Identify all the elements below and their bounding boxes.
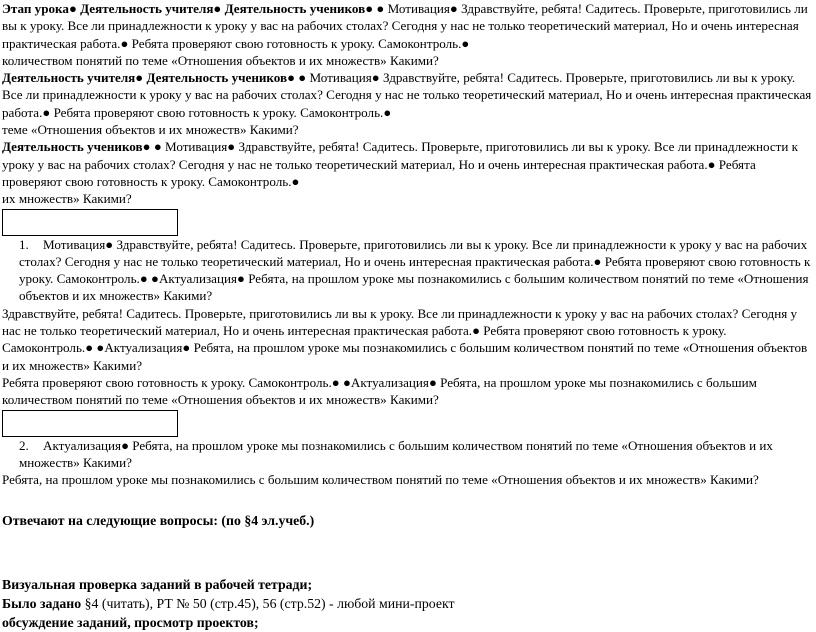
motivation-label: Мотивация	[43, 236, 106, 252]
motivation-label: Мотивация	[161, 139, 228, 155]
visual-check-line: Визуальная проверка заданий в рабочей тетради;	[2, 577, 313, 593]
previous-lesson-text: Ребята, на прошлом уроке мы познакомились с большим количеством понятий по теме «Отношения объектов и их множеств» Какими?	[19, 437, 773, 470]
student-activity-label: Деятельность учеников	[2, 139, 143, 155]
motivation-label: Мотивация	[384, 1, 450, 16]
teacher-activity-label: Деятельность учителя	[2, 70, 136, 86]
greeting-text: Здравствуйте, ребята! Садитесь. Проверьте, приготовились ли вы к уроку. Все ли принадлежности к уроку у вас на рабочих столах? Сегодня у нас не только теоретический материал, Но и очень интересная практическая работа.	[2, 305, 798, 339]
section-ref: §4	[84, 596, 99, 612]
actualization-label: Актуализация	[104, 340, 183, 356]
answer-questions-line: Отвечают на следующие вопросы: (по §4 эл.учеб.)	[2, 513, 315, 529]
student-activity-label: Деятельность учеников	[224, 1, 366, 16]
greeting-text: Здравствуйте, ребята! Садитесь. Проверьте, приготовились ли вы к уроку. Все ли принадлежности к уроку у вас на рабочих столах? Сегодня у нас не только теоретический материал, Но и очень интересная практическая работа.	[2, 70, 812, 120]
empty-box	[2, 209, 178, 236]
paragraph-readiness: Ребята проверяют свою готовность к уроку. Самоконтроль.● ●Актуализация● Ребята, на прошлом уроке мы познакомились с большим количеством понятий по теме «Отношения объектов и их множеств» Какими?	[2, 374, 757, 408]
list-item-1: 1. Мотивация● Здравствуйте, ребята! Садитесь. Проверьте, приготовились ли вы к уроку. Все ли принадлежности к уроку у вас на рабочих столах? Сегодня у нас не только теоретический материал, Но и очень интересная практическая работа.● Ребята проверяют свою готовность к уроку. Самоконтроль.● ●Актуализация● Ребята, на прошлом уроке мы познакомились с большим количеством понятий по теме «Отношения объектов и их множеств» Какими?	[19, 236, 811, 304]
paragraph-greeting: Здравствуйте, ребята! Садитесь. Проверьте, приготовились ли вы к уроку. Все ли принадлежности к уроку у вас на рабочих столах? Сегодня у нас не только теоретический материал, Но и очень интересная практическая работа.● Ребята проверяют свою готовность к уроку. Самоконтроль.● ●Актуализация● Ребята, на прошлом уроке мы познакомились с большим количеством понятий по теме «Отношения объектов и их множеств» Какими?	[2, 305, 808, 373]
paragraph-teacher: Деятельность учителя● Деятельность учеников● ● Мотивация● Здравствуйте, ребята! Садитесь. Проверьте, приготовились ли вы к уроку. Все ли принадлежности к уроку у вас на рабочих столах? Сегодня у нас не только теоретический материал, Но и очень интересная практическая работа.● Ребята проверяют свою готовность к уроку. Самоконтроль.● теме «Отношения объектов и их множеств» Какими?	[2, 70, 812, 138]
actualization-label: Актуализация	[350, 374, 429, 390]
list-number: 2.	[19, 437, 29, 453]
teacher-activity-label: Деятельность учителя	[80, 1, 214, 16]
actualization-label: Актуализация	[158, 271, 237, 287]
section-ref: §4	[244, 513, 259, 529]
student-activity-label: Деятельность учеников	[146, 70, 288, 86]
readiness-text: Ребята проверяют свою готовность к уроку. Самоконтроль.	[19, 253, 811, 287]
readiness-text: Ребята проверяют свою готовность к уроку.	[480, 323, 727, 339]
greeting-text: Здравствуйте, ребята! Садитесь. Проверьте, приготовились ли вы к уроку. Все ли принадлежности к уроку у вас на рабочих столах? Сегодня у нас не только теоретический материал, Но и очень интересная практическая работа.	[19, 236, 808, 269]
homework-label: Было задано	[2, 596, 85, 612]
concepts-question: теме «Отношения объектов и их множеств» Какими?	[2, 122, 299, 138]
list-number: 1.	[19, 236, 29, 252]
actualization-label: Актуализация	[43, 437, 122, 453]
document	[2, 0, 812, 632]
self-control-text: Самоконтроль.	[2, 340, 86, 356]
concepts-question: их множеств» Какими?	[2, 191, 132, 207]
greeting-text: Здравствуйте, ребята! Садитесь. Проверьте, приготовились ли вы к уроку. Все ли принадлежности к уроку у вас на рабочих столах? Сегодня у нас не только теоретический материал, Но и очень интересная практическая работа.	[2, 1, 808, 51]
readiness-text: Ребята проверяют свою готовность к уроку. Самоконтроль.	[50, 104, 384, 120]
motivation-label: Мотивация	[306, 70, 372, 86]
empty-box	[2, 410, 178, 437]
readiness-text: Ребята проверяют свою готовность к уроку. Самоконтроль.	[2, 156, 756, 189]
homework-line	[2, 594, 812, 613]
paragraph-previous-lesson: Ребята, на прошлом уроке мы познакомились с большим количеством понятий по теме «Отношения объектов и их множеств» Какими?	[2, 472, 759, 488]
stage-label: Этап урока	[2, 1, 69, 16]
readiness-text: Ребята проверяют свою готовность к уроку. Самоконтроль.	[128, 35, 462, 51]
list-item-2: 2. Актуализация● Ребята, на прошлом уроке мы познакомились с большим количеством понятий по теме «Отношения объектов и их множеств» Какими?	[19, 437, 773, 470]
discussion-line: обсуждение заданий, просмотр проектов;	[2, 615, 259, 631]
concepts-question: количеством понятий по теме «Отношения объектов и их множеств» Какими?	[2, 52, 439, 68]
homework-text: (читать), РТ № 50 (стр.45), 56 (стр.52) - любой мини-проект	[98, 596, 455, 612]
previous-lesson-text: Ребята, на прошлом уроке мы познакомились с большим количеством понятий по теме «Отношения объектов и их множеств» Какими?	[2, 340, 808, 373]
paragraph-students: Деятельность учеников● ● Мотивация● Здравствуйте, ребята! Садитесь. Проверьте, приготовились ли вы к уроку. Все ли принадлежности к уроку у вас на рабочих столах? Сегодня у нас не только теоретический материал, Но и очень интересная практическая работа.● Ребята проверяют свою готовность к уроку. Самоконтроль.● их множеств» Какими?	[2, 139, 799, 207]
readiness-text: Ребята проверяют свою готовность к уроку. Самоконтроль.	[2, 374, 332, 390]
previous-lesson-text: Ребята, на прошлом уроке мы познакомились с большим количеством понятий по теме «Отношения объектов и их множеств» Какими?	[2, 374, 757, 408]
greeting-text: Здравствуйте, ребята! Садитесь. Проверьте, приготовились ли вы к уроку. Все ли принадлежности к уроку у вас на рабочих столах? Сегодня у нас не только теоретический материал, Но и очень интересная практическая работа.	[2, 139, 799, 172]
previous-lesson-text: Ребята, на прошлом уроке мы познакомились с большим количеством понятий по теме «Отношения объектов и их множеств» Какими?	[19, 271, 809, 304]
paragraph-stage: Этап урока● Деятельность учителя● Деятельность учеников● ● Мотивация● Здравствуйте, ребята! Садитесь. Проверьте, приготовились ли вы к уроку. Все ли принадлежности к уроку у вас на рабочих столах? Сегодня у нас не только теоретический материал, Но и очень интересная практическая работа.● Ребята проверяют свою готовность к уроку. Самоконтроль.● количеством понятий по теме «Отношения объектов и их множеств» Какими?	[2, 1, 808, 68]
